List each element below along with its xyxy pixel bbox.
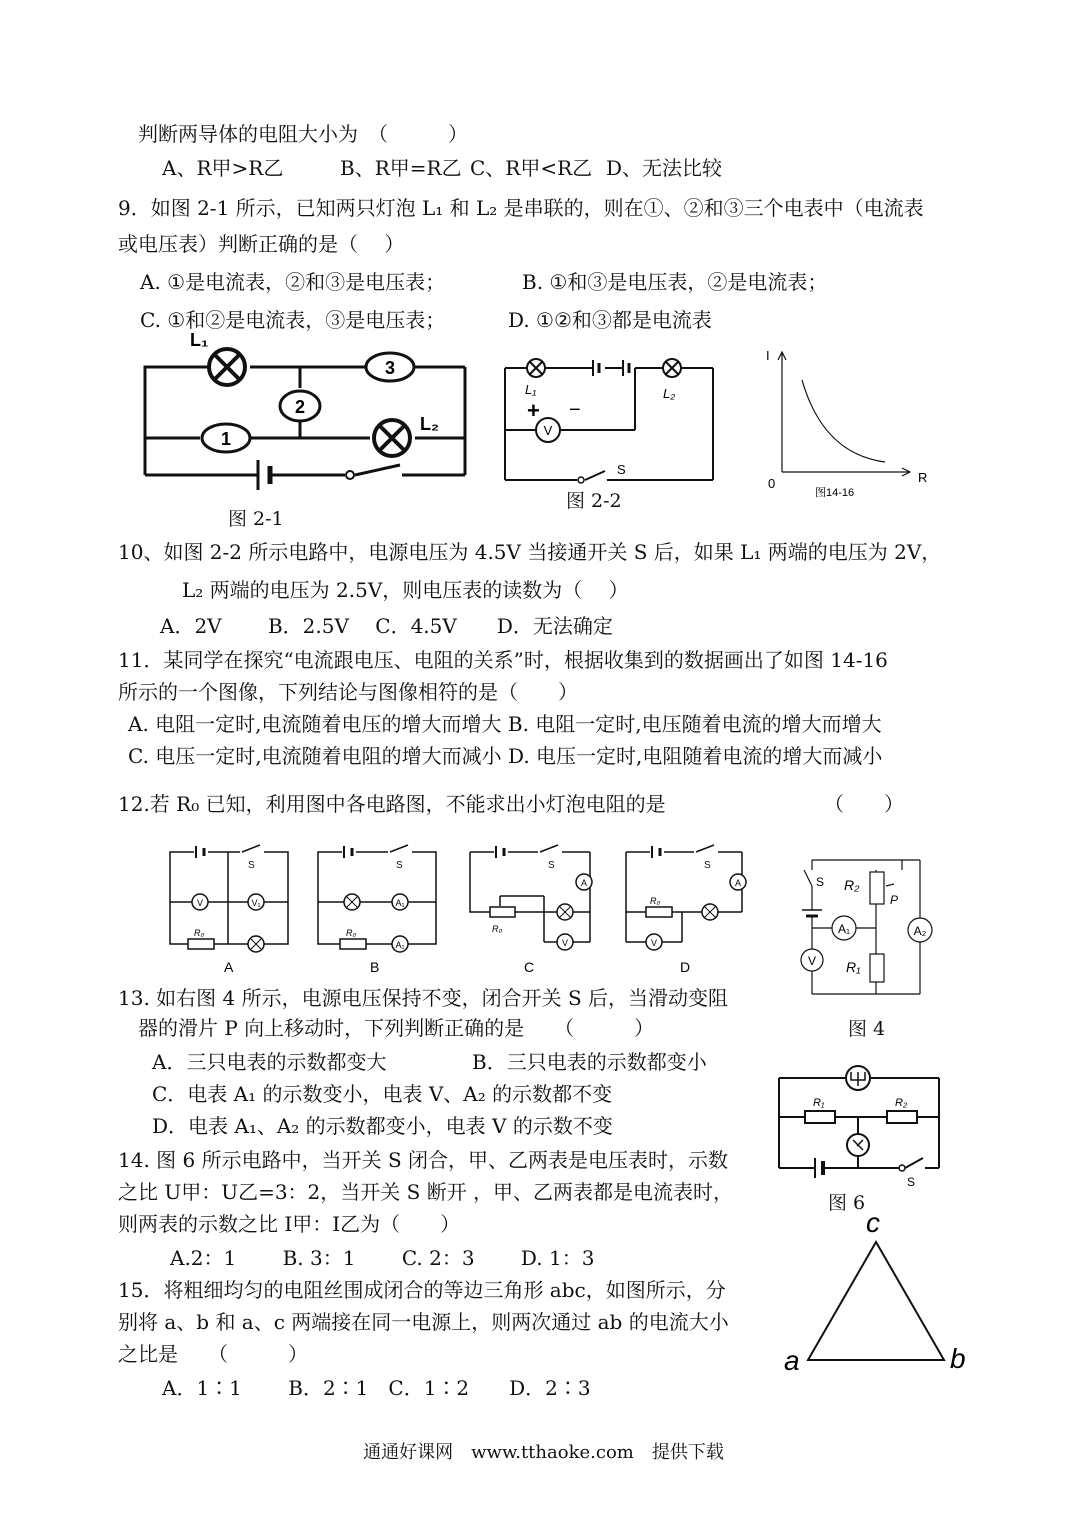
q13-option-a: A．三只电表的示数都变大	[152, 1050, 387, 1074]
fig4-switch-label: S	[816, 875, 825, 889]
q12-b-r0-label: R₀	[346, 928, 357, 938]
q12-d-v-label: V	[650, 938, 658, 948]
lamp-l1-label: L₁	[190, 330, 209, 350]
figure-6	[775, 1060, 945, 1190]
fig4-p-label: P	[890, 893, 899, 907]
vertex-c-label: c	[866, 1207, 880, 1238]
figure-14-16-caption: 图14-16	[815, 487, 855, 499]
q12-line1: 12.若 R₀ 已知，利用图中各电路图，不能求出小灯泡电阻的是	[118, 792, 666, 816]
q12-a-switch-label: S	[248, 860, 255, 871]
q11-line1: 11．某同学在探究“电流跟电压、电阻的关系”时，根据收集到的数据画出了如图 14-16	[118, 648, 888, 672]
fig4-v-label: V	[807, 954, 817, 968]
q15-line1: 15．将粗细均匀的电阻丝围成闭合的等边三角形 abc，如图所示，分	[118, 1278, 726, 1302]
q12-c-lamp-icon	[557, 904, 573, 920]
vertex-b-label: b	[950, 1343, 966, 1374]
q15-options: A．1∶1 B．2∶1 C．1∶2 D．2∶3	[162, 1376, 591, 1400]
q12-a-lamp-icon	[248, 936, 264, 952]
q14-line2: 之比 U甲：U乙=3：2，当开关 S 断开 ，甲、乙两表都是电流表时，	[118, 1180, 734, 1204]
lamp-l2-icon	[374, 420, 410, 456]
figure-2-1	[130, 330, 480, 530]
q12-b-a-label: A₁	[395, 940, 405, 950]
page-footer: 通通好课网 www.tthaoke.com 提供下载	[363, 1442, 724, 1463]
l2-label: L₂	[663, 386, 676, 401]
q12-d-lamp-icon	[702, 904, 718, 920]
q13-option-b: B．三只电表的示数都变小	[472, 1050, 707, 1074]
q12-c-v-label: V	[561, 938, 569, 948]
q12-c-rheostat-icon	[490, 907, 515, 917]
q14-options: A.2：1 B. 3：1 C. 2：3 D. 1：3	[170, 1246, 595, 1270]
fig4-resistor-r1-icon	[870, 954, 884, 982]
l1-label: L₁	[525, 382, 537, 397]
q13-line1: 13. 如右图 4 所示，电源电压保持不变，闭合开关 S 后，当滑动变阻	[118, 986, 729, 1010]
triangle-abc	[780, 1208, 980, 1378]
fig4-rheostat-r2-icon	[870, 872, 884, 904]
q11-options-ab: A. 电阻一定时,电流随着电压的增大而增大 B. 电阻一定时,电压随着电流的增大而增大	[128, 712, 882, 736]
fig6-switch-label: S	[907, 1175, 916, 1189]
q15-line3: 之比是 （ ）	[118, 1342, 308, 1366]
figure-4-caption: 图 4	[848, 1018, 886, 1040]
minus-sign: −	[569, 399, 581, 421]
q13-option-c: C．电表 A₁ 的示数变小，电表 V、A₂ 的示数都不变	[152, 1082, 613, 1106]
axis-r-label: R	[918, 470, 928, 485]
q12-label-d: D	[680, 959, 691, 975]
switch-label: S	[617, 462, 626, 477]
q13-line2: 器的滑片 P 向上移动时，下列判断正确的是 （ ）	[138, 1016, 655, 1040]
q12-paren: （ ）	[824, 792, 904, 816]
q13-option-d: D．电表 A₁、A₂ 的示数都变小，电表 V 的示数不变	[152, 1114, 613, 1138]
q8-tail: 判断两导体的电阻大小为 （ ）	[138, 122, 468, 146]
q11-options-cd: C. 电压一定时,电流随着电阻的增大而减小 D. 电压一定时,电阻随着电流的增大而减小	[128, 744, 883, 768]
origin-label: 0	[768, 476, 776, 491]
q14-line1: 14. 图 6 所示电路中，当开关 S 闭合，甲、乙两表是电压表时，示数	[118, 1148, 729, 1172]
q8-option-a: A、R甲>R乙	[162, 156, 284, 180]
q9-option-b: B. ①和③是电压表，②是电流表；	[522, 270, 828, 294]
q12-label-b: B	[370, 959, 380, 975]
q15-line2: 别将 a、b 和 a、c 两端接在同一电源上，则两次通过 ab 的电流大小	[118, 1310, 729, 1334]
meter-3-label: 3	[384, 358, 396, 378]
plus-sign: +	[527, 398, 540, 423]
q9-option-d: D. ①②和③都是电流表	[508, 308, 712, 332]
fig4-r1-label: R₁	[846, 959, 861, 975]
q12-a-v-label: V	[196, 898, 204, 908]
q12-label-a: A	[224, 959, 234, 975]
lamp-l2-label: L₂	[420, 414, 439, 434]
q8-option-b: B、R甲=R乙	[340, 156, 462, 180]
q9-option-c: C. ①和②是电流表，③是电压表；	[140, 308, 446, 332]
q12-b-resistor-icon	[340, 939, 366, 949]
fig6-r2-label: R₂	[895, 1097, 908, 1109]
q12-c-r0-label: R₀	[492, 924, 503, 934]
fig6-resistor-r2-icon	[887, 1111, 917, 1123]
lamp-l2-icon	[663, 359, 681, 377]
vertex-a-label: a	[784, 1345, 800, 1376]
q12-circuits	[160, 840, 760, 980]
q8-option-c: C、R甲<R乙	[470, 156, 593, 180]
q12-b-switch-label: S	[396, 860, 403, 871]
q8-option-d: D、无法比较	[606, 156, 723, 180]
q14-line3: 则两表的示数之比 I甲：I乙为（ ）	[118, 1212, 461, 1236]
figure-6-caption: 图 6	[828, 1192, 866, 1214]
lamp-l1-icon	[527, 359, 545, 377]
figure-2-2	[495, 350, 725, 490]
figure-2-1-caption: 图 2-1	[228, 508, 284, 530]
q11-line2: 所示的一个图像，下列结论与图像相符的是（ ）	[118, 680, 578, 704]
q12-b-lamp-icon	[344, 894, 360, 910]
q12-d-switch-label: S	[704, 860, 711, 871]
q12-label-c: C	[524, 959, 535, 975]
figure-14-16-graph	[760, 340, 940, 500]
axis-i-label: I	[766, 348, 770, 363]
q12-c-switch-label: S	[548, 860, 555, 871]
q10-options: A．2V B．2.5V C．4.5V D．无法确定	[160, 614, 613, 638]
fig4-r2-label: R₂	[844, 877, 860, 893]
meter-2-label: 2	[294, 397, 306, 417]
q12-d-a-label: A	[734, 878, 742, 888]
q9-line2: 或电压表）判断正确的是（ ）	[118, 232, 405, 256]
q12-a-v1-label: V₁	[251, 898, 261, 908]
voltmeter-label: V	[543, 423, 553, 438]
meter-1-label: 1	[220, 429, 232, 449]
fig6-resistor-r1-icon	[805, 1111, 835, 1123]
q10-line1: 10、如图 2-2 所示电路中，电源电压为 4.5V 当接通开关 S 后，如果 L₁ 两端的电压为 2V，	[118, 540, 942, 564]
q9-option-a: A. ①是电流表，②和③是电压表；	[140, 270, 446, 294]
q12-a-r0-label: R₀	[194, 928, 205, 938]
figure-2-2-caption: 图 2-2	[566, 490, 622, 512]
q12-a-resistor-icon	[188, 939, 214, 949]
fig4-a2-label: A₂	[913, 924, 927, 938]
q12-c-a-label: A	[580, 878, 588, 888]
fig6-r1-label: R₁	[813, 1097, 825, 1109]
q10-line2: L₂ 两端的电压为 2.5V，则电压表的读数为（ ）	[182, 578, 629, 602]
figure-4	[790, 850, 950, 1000]
q9-line1: 9．如图 2-1 所示，已知两只灯泡 L₁ 和 L₂ 是串联的，则在①、②和③三个电表中（电流表	[118, 196, 924, 220]
q12-b-a1-label: A₁	[395, 898, 405, 908]
lamp-l1-icon	[209, 349, 245, 385]
fig4-a1-label: A₁	[837, 922, 851, 936]
q12-d-r0-label: R₀	[650, 896, 661, 906]
q12-d-resistor-icon	[646, 907, 672, 917]
